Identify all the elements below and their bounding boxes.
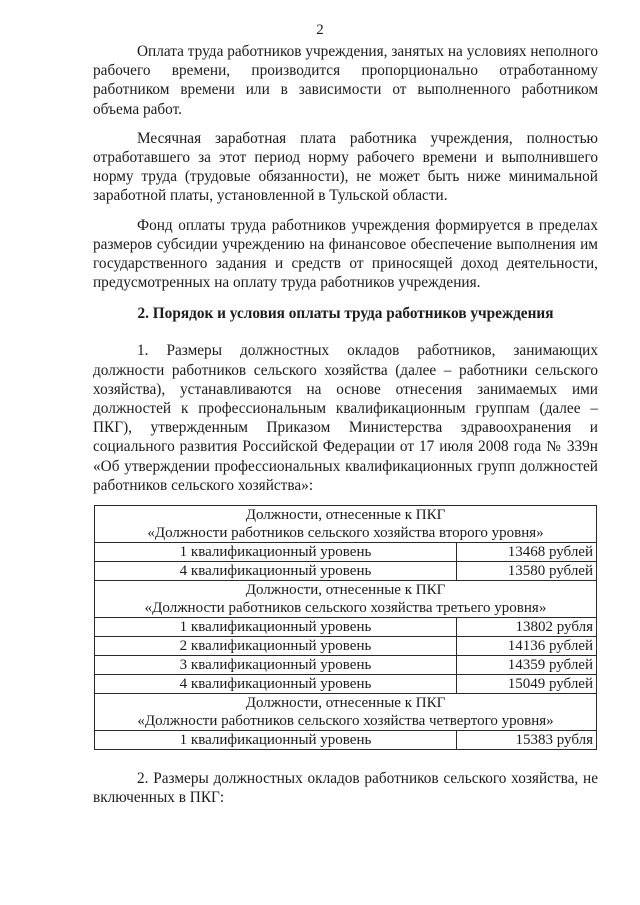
- salary-cell: 14359 рублей: [457, 656, 597, 675]
- paragraph-minimum-wage: Месячная заработная плата работника учреждения, полностью отработавшего за этот период норму рабочего времени и выполнившего норму труда (трудовые обязанности), не может быть ниже минимальной заработной платы, установленной в Тульской области.: [93, 129, 598, 205]
- page-number: 2: [316, 22, 324, 38]
- paragraph-payroll-fund: Фонд оплаты труда работников учреждения формируется в пределах размеров субсидии учреждению на финансовое обеспечение выполнения им государственного задания и средств от приносящей доход деятельности, предусмотренных на оплату труда работников учреждения.: [93, 216, 598, 292]
- group-header-line2: «Должности работников сельского хозяйства третьего уровня»: [144, 600, 547, 617]
- group-header-cell: [95, 694, 597, 731]
- salary-cell: 14136 рублей: [457, 637, 597, 656]
- table-row: [95, 618, 597, 637]
- level-cell: 4 квалификационный уровень: [95, 562, 457, 581]
- section-title: 2. Порядок и условия оплаты труда работников учреждения: [137, 305, 554, 323]
- paragraph-part-time-pay: Оплата труда работников учреждения, занятых на условиях неполного рабочего времени, производится пропорционально отработанному работником времени или в зависимости от выполненного работником объема работ.: [93, 43, 598, 118]
- table-row: [95, 637, 597, 656]
- salary-table: [94, 505, 597, 750]
- salary-cell: 13468 рублей: [457, 543, 597, 562]
- table-row: [95, 543, 597, 562]
- group-header-row: [95, 506, 597, 543]
- paragraph-item-1: 1. Размеры должностных окладов работников, занимающих должности работников сельского хозяйства (далее – работники сельского хозяйства), устанавливаются на основе отнесения занимаемых ими должностей к профессиональным квалификационным группам (далее – ПКГ), утвержденным Приказом Министерства здравоохранения и социального развития Российской Федерации от 17 июля 2008 года № 339н «Об утверждении профессиональных квалификационных групп должностей работников сельского хозяйства»:: [93, 342, 598, 494]
- level-cell: 2 квалификационный уровень: [95, 637, 457, 656]
- salary-cell: 15383 рубля: [457, 731, 597, 750]
- group-header-line1: Должности, отнесенные к ПКГ: [245, 695, 446, 712]
- group-header-cell: [95, 506, 597, 543]
- salary-cell: 13802 рубля: [457, 618, 597, 637]
- paragraph-item-2: 2. Размеры должностных окладов работников сельского хозяйства, не включенных в ПКГ:: [93, 770, 598, 807]
- group-header-row: [95, 694, 597, 731]
- salary-cell: 13580 рублей: [457, 562, 597, 581]
- level-cell: 1 квалификационный уровень: [95, 618, 457, 637]
- group-header-line2: «Должности работников сельского хозяйства четвертого уровня»: [137, 713, 554, 730]
- level-cell: 1 квалификационный уровень: [95, 543, 457, 562]
- table-row: [95, 675, 597, 694]
- group-header-line1: Должности, отнесенные к ПКГ: [245, 507, 446, 524]
- group-header-cell: [95, 581, 597, 618]
- salary-cell: 15049 рублей: [457, 675, 597, 694]
- group-header-row: [95, 581, 597, 618]
- group-header-line1: Должности, отнесенные к ПКГ: [245, 582, 446, 599]
- level-cell: 3 квалификационный уровень: [95, 656, 457, 675]
- document-body: [93, 42, 598, 807]
- table-row: [95, 656, 597, 675]
- table-row: [95, 562, 597, 581]
- group-header-line2: «Должности работников сельского хозяйства второго уровня»: [147, 525, 544, 542]
- level-cell: 1 квалификационный уровень: [95, 731, 457, 750]
- table-row: [95, 731, 597, 750]
- level-cell: 4 квалификационный уровень: [95, 675, 457, 694]
